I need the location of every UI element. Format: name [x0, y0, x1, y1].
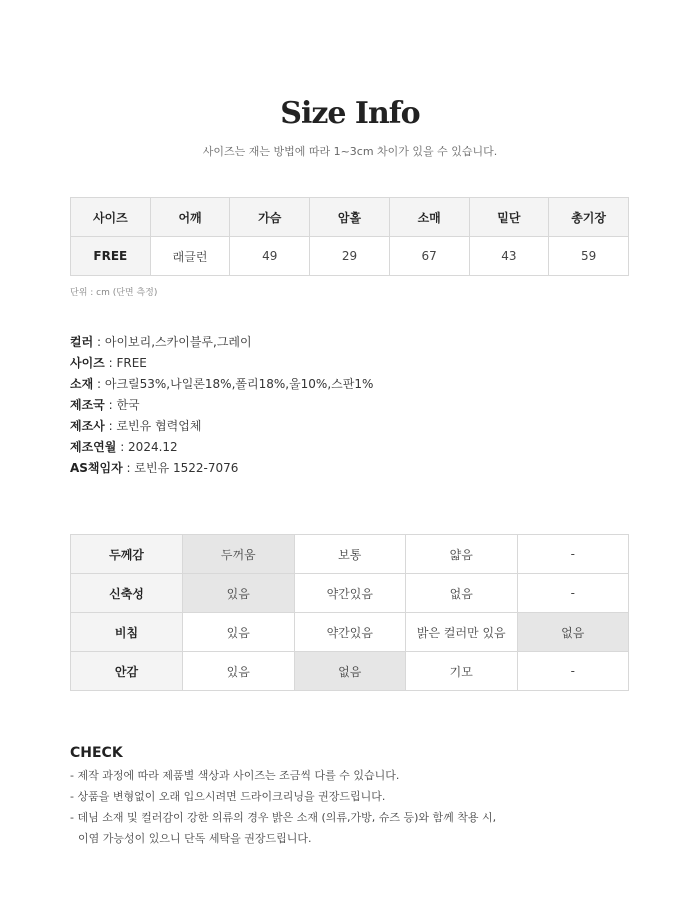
check-line: 이염 가능성이 있으니 단독 세탁을 권장드립니다.: [78, 832, 312, 845]
feel-cell: 없음: [517, 613, 629, 652]
feel-row: [71, 652, 629, 691]
feel-row: [71, 613, 629, 652]
check-line: - 제작 과정에 따라 제품별 색상과 사이즈는 조금씩 다를 수 있습니다.: [70, 769, 400, 782]
info-value: : 아이보리,스카이블루,그레이: [93, 335, 252, 349]
size-table-row: [71, 237, 629, 276]
size-header-cell: 사이즈: [71, 198, 151, 237]
size-cell: 59: [549, 237, 629, 276]
info-value: : 한국: [104, 398, 140, 412]
info-key: 소재: [70, 377, 94, 391]
info-row: [70, 376, 373, 397]
page-title: Size Info: [280, 96, 420, 131]
info-key: 사이즈: [70, 356, 105, 370]
info-row: [70, 397, 373, 418]
check-title: CHECK: [70, 745, 123, 761]
feel-cell: 얇음: [406, 535, 518, 574]
size-cell: 29: [310, 237, 390, 276]
size-cell: 43: [469, 237, 549, 276]
size-cell: 49: [230, 237, 310, 276]
size-table: [70, 197, 629, 276]
fabric-feel-table: [70, 534, 629, 691]
feel-row: [71, 535, 629, 574]
size-header-cell: 밑단: [469, 198, 549, 237]
feel-row: [71, 574, 629, 613]
feel-cell: -: [517, 535, 629, 574]
size-table-header-row: [71, 198, 629, 237]
check-notes: [70, 768, 496, 852]
feel-cell: 약간있음: [294, 613, 406, 652]
info-row: [70, 460, 373, 481]
feel-cell: 기모: [406, 652, 518, 691]
size-header-cell: 어깨: [150, 198, 230, 237]
info-key: 제조국: [70, 398, 105, 412]
info-value: : 아크릴53%,나일론18%,폴리18%,울10%,스판1%: [93, 377, 374, 391]
info-row: [70, 439, 373, 460]
size-header-cell: 총기장: [549, 198, 629, 237]
info-value: : 로빈유 1522-7076: [122, 461, 239, 475]
info-row: [70, 418, 373, 439]
feel-row-label: 안감: [71, 652, 183, 691]
feel-cell: 밝은 컬러만 있음: [406, 613, 518, 652]
feel-cell: -: [517, 652, 629, 691]
size-cell: FREE: [71, 237, 151, 276]
unit-note: 단위 : cm (단면 측정): [70, 288, 158, 298]
info-key: 제조연월: [70, 440, 117, 454]
info-value: : 로빈유 협력업체: [104, 419, 202, 433]
check-line: - 상품을 변형없이 오래 입으시려면 드라이크리닝을 권장드립니다.: [70, 790, 386, 803]
feel-cell: 없음: [294, 652, 406, 691]
feel-row-label: 두께감: [71, 535, 183, 574]
feel-cell: 두꺼움: [183, 535, 295, 574]
size-header-cell: 가슴: [230, 198, 310, 237]
info-key: 제조사: [70, 419, 105, 433]
feel-cell: 없음: [406, 574, 518, 613]
info-value: : 2024.12: [116, 440, 178, 454]
feel-cell: 있음: [183, 574, 295, 613]
feel-row-label: 비침: [71, 613, 183, 652]
feel-cell: 보통: [294, 535, 406, 574]
product-info: [70, 334, 373, 481]
size-header-cell: 암홀: [310, 198, 390, 237]
feel-cell: 있음: [183, 652, 295, 691]
info-key: AS책임자: [70, 461, 123, 475]
size-header-cell: 소매: [389, 198, 469, 237]
feel-cell: 약간있음: [294, 574, 406, 613]
feel-cell: -: [517, 574, 629, 613]
info-row: [70, 334, 373, 355]
page-subtitle: 사이즈는 재는 방법에 따라 1~3cm 차이가 있을 수 있습니다.: [202, 145, 498, 158]
info-value: : FREE: [104, 356, 147, 370]
check-line: - 데님 소재 및 컬러감이 강한 의류의 경우 밝은 소재 (의류,가방, 슈즈 등)와 함께 착용 시,: [70, 811, 497, 824]
size-cell: 67: [389, 237, 469, 276]
feel-cell: 있음: [183, 613, 295, 652]
info-key: 컬러: [70, 335, 94, 349]
info-row: [70, 355, 373, 376]
size-cell: 래글런: [150, 237, 230, 276]
feel-row-label: 신축성: [71, 574, 183, 613]
